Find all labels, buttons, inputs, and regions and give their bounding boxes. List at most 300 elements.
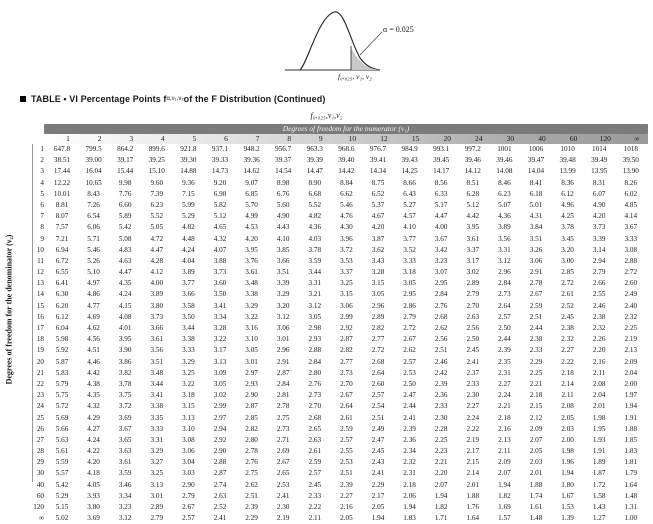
table-cell: 1.94 [561, 469, 574, 478]
table-cell: 984.9 [401, 145, 418, 153]
table-cell: 2.79 [466, 290, 480, 299]
table-cell: 1.57 [498, 514, 511, 523]
table-cell: 4.47 [434, 212, 448, 221]
table-cell: 3.03 [182, 469, 195, 478]
table-cell: 5.75 [55, 391, 69, 400]
table-cell: 948.2 [243, 145, 260, 153]
table-cell: 3.53 [340, 256, 353, 265]
table-cell: 4.00 [434, 223, 448, 232]
numerator-header-label: Degrees of freedom for the numerator (ν₁) [282, 124, 410, 133]
table-cell: 3.43 [371, 256, 385, 265]
table-cell: 2.56 [466, 324, 480, 332]
table-cell: 3.56 [498, 234, 511, 243]
table-cell: 39.37 [275, 156, 292, 165]
table-cell: 4.47 [118, 268, 132, 277]
table-cell: 2.03 [561, 424, 574, 433]
table-cell: 5.61 [55, 447, 69, 456]
table-cell: 39.48 [559, 156, 576, 165]
table-cell: 1.53 [561, 503, 574, 511]
table-cell: 14.54 [275, 167, 292, 176]
table-cell: 3.63 [118, 447, 132, 456]
table-cell: 4.35 [87, 391, 100, 400]
table-cell: 39.00 [85, 156, 102, 165]
table-cell: 5.52 [150, 212, 164, 221]
table-row [24, 390, 648, 401]
table-cell: 2.03 [529, 458, 543, 467]
table-cell: 6.94 [55, 245, 69, 254]
table-cell: 2.81 [276, 391, 290, 400]
nu1-header-30: 30 [506, 134, 515, 143]
table-cell: 2.63 [213, 491, 227, 500]
table-cell: 4.36 [308, 223, 322, 232]
table-cell: 3.29 [245, 301, 258, 310]
table-cell: 5.07 [498, 200, 511, 209]
table-cell: 899.6 [148, 145, 165, 153]
table-cell: 5.46 [340, 200, 353, 209]
table-cell: 6.20 [55, 301, 69, 310]
table-cell: 3.15 [182, 402, 195, 411]
table-cell: 3.78 [561, 223, 574, 232]
table-cell: 921.8 [180, 145, 197, 153]
table-cell: 3.78 [118, 379, 132, 388]
table-cell: 2.51 [434, 346, 448, 355]
nu2-row-label: 21 [36, 368, 44, 377]
table-cell: 16.04 [85, 167, 102, 176]
table-cell: 2.25 [529, 368, 543, 377]
nu2-row-label: 30 [36, 469, 44, 478]
nu1-header-10: 10 [348, 134, 357, 143]
table-cell: 2.92 [213, 435, 227, 444]
table-cell: 2.59 [308, 458, 322, 467]
table-cell: 3.28 [213, 324, 227, 332]
table-cell: 3.02 [466, 268, 480, 277]
table-cell: 3.85 [276, 245, 290, 254]
table-cell: 3.23 [434, 256, 448, 265]
table-cell: 2.09 [624, 357, 638, 366]
table-cell: 5.70 [245, 200, 258, 209]
table-cell: 3.77 [182, 279, 195, 288]
table-cell: 4.08 [118, 312, 132, 321]
table-cell: 1.80 [561, 480, 574, 489]
table-cell: 8.75 [371, 178, 385, 187]
table-cell: 2.65 [276, 469, 290, 478]
nu2-row-label: 17 [36, 324, 44, 332]
table-cell: 1.95 [592, 424, 606, 433]
table-cell: 3.51 [529, 234, 543, 243]
table-cell: 1.31 [624, 503, 638, 511]
table-cell: 2.75 [245, 469, 258, 478]
table-cell: 3.05 [308, 312, 322, 321]
table-cell: 3.72 [340, 245, 353, 254]
table-cell: 3.25 [340, 279, 353, 288]
table-cell: 2.24 [498, 391, 511, 400]
table-cell: 2.52 [213, 503, 227, 511]
table-cell: 2.16 [340, 503, 353, 511]
table-cell: 13.90 [622, 167, 639, 176]
table-cell: 6.30 [55, 290, 69, 299]
table-cell: 2.66 [592, 279, 606, 288]
table-cell: 3.06 [182, 447, 195, 456]
table-cell: 2.53 [403, 368, 416, 377]
table-cell: 2.64 [371, 368, 385, 377]
nu2-row-label: 20 [36, 357, 44, 366]
table-cell: 2.54 [371, 402, 385, 411]
table-cell: 5.59 [55, 458, 69, 467]
table-cell: 3.60 [213, 279, 227, 288]
table-cell: 2.13 [498, 435, 511, 444]
table-cell: 5.87 [55, 357, 69, 366]
table-cell: 1.83 [624, 447, 638, 456]
table-cell: 2.82 [340, 346, 353, 355]
table-cell: 976.7 [369, 145, 387, 153]
table-cell: 1.97 [624, 391, 638, 400]
table-cell: 4.90 [276, 212, 290, 221]
table-cell: 2.33 [434, 402, 448, 411]
table-cell: 39.17 [117, 156, 134, 165]
table-cell: 39.45 [433, 156, 450, 165]
table-cell: 4.10 [403, 223, 416, 232]
table-cell: 2.30 [276, 503, 290, 511]
nu2-row-label: 18 [36, 335, 44, 344]
table-cell: 3.06 [340, 301, 353, 310]
table-cell: 3.67 [118, 424, 132, 433]
table-cell: 2.70 [308, 402, 322, 411]
nu1-header-1: 1 [66, 134, 70, 143]
table-cell: 14.88 [180, 167, 197, 176]
table-cell: 3.28 [371, 268, 385, 277]
table-cell: 5.79 [55, 379, 69, 388]
table-cell: 2.78 [245, 447, 258, 456]
nu1-header-120: 120 [599, 134, 611, 143]
table-cell: 3.88 [213, 256, 227, 265]
table-cell: 2.32 [403, 458, 416, 467]
nu2-row-label: 26 [36, 424, 44, 433]
table-cell: 2.21 [434, 458, 448, 467]
table-cell: 6.33 [434, 189, 448, 198]
table-cell: 1.81 [624, 458, 638, 467]
table-cell: 2.11 [498, 447, 511, 456]
table-cell: 2.19 [624, 335, 638, 344]
table-cell: 4.22 [87, 447, 100, 456]
table-cell: 2.32 [624, 312, 638, 321]
table-cell: 8.31 [592, 178, 606, 187]
table-cell: 2.61 [340, 413, 353, 422]
table-cell: 4.82 [182, 223, 195, 232]
table-cell: 8.26 [624, 178, 638, 187]
table-cell: 2.31 [498, 368, 511, 377]
table-cell: 14.04 [527, 167, 545, 176]
table-cell: 1.39 [561, 514, 574, 523]
table-cell: 2.22 [561, 357, 574, 366]
table-cell: 2.24 [466, 413, 480, 422]
table-row [24, 178, 648, 189]
table-cell: 4.43 [276, 223, 290, 232]
table-cell: 1.71 [434, 514, 448, 523]
table-row [24, 435, 648, 446]
table-row [24, 502, 648, 513]
table-cell: 4.20 [87, 458, 100, 467]
table-cell: 3.06 [529, 256, 543, 265]
table-cell: 2.64 [498, 301, 511, 310]
table-cell: 3.86 [118, 357, 132, 366]
table-cell: 9.20 [213, 178, 227, 187]
table-cell: 2.71 [276, 435, 290, 444]
table-cell: 3.46 [118, 480, 132, 489]
table-cell: 6.62 [340, 189, 353, 198]
table-cell: 4.30 [340, 223, 353, 232]
table-cell: 5.83 [55, 368, 69, 377]
table-cell: 3.14 [592, 245, 606, 254]
table-cell: 2.57 [182, 514, 195, 523]
table-cell: 3.56 [150, 346, 164, 355]
table-cell: 3.51 [150, 357, 164, 366]
table-cell: 4.29 [87, 413, 100, 422]
table-cell: 937.1 [211, 145, 229, 153]
table-cell: 3.15 [340, 290, 353, 299]
table-cell: 3.08 [182, 435, 195, 444]
table-cell: 3.12 [308, 301, 322, 310]
table-row [24, 301, 648, 312]
table-cell: 2.84 [434, 290, 448, 299]
table-cell: 5.52 [308, 200, 322, 209]
table-cell: 5.57 [55, 469, 69, 478]
table-cell: 2.90 [245, 391, 258, 400]
table-cell: 2.11 [308, 514, 321, 523]
table-cell: 2.25 [624, 324, 638, 332]
table-cell: 4.46 [87, 357, 100, 366]
f-table [10, 124, 648, 523]
table-cell: 2.18 [403, 480, 416, 489]
table-cell: 2.67 [182, 503, 195, 511]
table-cell: 3.38 [245, 290, 258, 299]
table-cell: 2.80 [308, 368, 322, 377]
table-cell: 4.01 [118, 324, 132, 332]
table-row [24, 144, 648, 155]
table-cell: 4.56 [87, 335, 100, 344]
table-cell: 5.29 [182, 212, 195, 221]
table-cell: 5.27 [403, 200, 416, 209]
table-cell: 3.80 [87, 503, 100, 511]
table-cell: 2.69 [276, 447, 290, 456]
table-cell: 2.77 [371, 335, 385, 344]
table-cell: 2.88 [308, 346, 322, 355]
table-cell: 38.51 [53, 156, 71, 165]
table-cell: 2.57 [403, 357, 416, 366]
table-cell: 2.34 [403, 447, 416, 456]
table-cell: 2.46 [434, 357, 448, 366]
table-cell: 3.29 [276, 290, 290, 299]
table-cell: 2.57 [498, 312, 511, 321]
table-cell: 2.63 [308, 435, 322, 444]
table-row [24, 245, 648, 256]
table-cell: 2.45 [466, 346, 480, 355]
table-cell: 3.61 [150, 335, 164, 344]
table-cell: 3.17 [213, 346, 227, 355]
table-cell: 2.92 [340, 324, 353, 332]
table-cell: 2.38 [529, 335, 543, 344]
table-cell: 2.99 [340, 312, 353, 321]
table-cell: 1.94 [403, 503, 416, 511]
table-cell: 4.63 [118, 256, 132, 265]
table-cell: 2.91 [276, 357, 290, 366]
nu1-header-12: 12 [380, 134, 388, 143]
table-row [24, 155, 648, 166]
nu2-row-label: ∞ [38, 514, 44, 523]
table-cell: 2.57 [371, 391, 385, 400]
title-bullet-icon [20, 96, 26, 102]
table-cell: 4.24 [182, 245, 195, 254]
table-cell: 2.51 [245, 491, 258, 500]
table-cell: 5.10 [87, 268, 100, 277]
table-cell: 5.63 [55, 435, 69, 444]
table-cell: 2.96 [276, 346, 290, 355]
table-cell: 3.05 [245, 346, 258, 355]
density-curve-graphic [0, 0, 653, 90]
table-cell: 2.96 [371, 301, 385, 310]
table-cell: 1.61 [529, 503, 543, 511]
table-cell: 1.69 [498, 503, 511, 511]
table-cell: 3.22 [245, 312, 258, 321]
table-cell: 3.61 [466, 234, 480, 243]
table-cell: 2.56 [434, 335, 448, 344]
table-cell: 3.12 [276, 312, 290, 321]
table-cell: 1010 [560, 145, 575, 153]
table-row [24, 513, 648, 524]
table-cell: 2.93 [245, 379, 258, 388]
table-cell: 3.41 [213, 301, 227, 310]
table-cell: 2.73 [276, 424, 290, 433]
table-cell: 2.96 [498, 268, 511, 277]
table-cell: 1.98 [592, 413, 606, 422]
table-cell: 2.33 [308, 491, 322, 500]
table-cell: 3.12 [118, 514, 132, 523]
table-cell: 3.66 [150, 324, 164, 332]
table-cell: 5.12 [466, 200, 480, 209]
table-cell: 2.89 [371, 312, 385, 321]
table-cell: 2.33 [466, 379, 480, 388]
table-cell: 14.42 [338, 167, 355, 176]
table-cell: 1.91 [592, 447, 606, 456]
table-cell: 1.48 [529, 514, 543, 523]
table-cell: 2.08 [592, 379, 606, 388]
table-cell: 2.30 [466, 391, 480, 400]
table-cell: 2.94 [592, 256, 606, 265]
table-cell: 3.22 [182, 379, 195, 388]
table-cell: 2.50 [498, 324, 511, 332]
table-cell: 6.54 [87, 212, 100, 221]
table-row [24, 424, 648, 435]
table-cell: 2.67 [276, 458, 290, 467]
table-cell: 2.78 [276, 402, 290, 411]
table-cell: 2.41 [371, 469, 385, 478]
table-cell: 2.91 [529, 268, 543, 277]
table-cell: 3.16 [245, 324, 258, 332]
table-cell: 3.10 [182, 424, 195, 433]
table-cell: 6.72 [55, 256, 69, 265]
table-cell: 3.37 [340, 268, 353, 277]
table-cell: 8.43 [87, 189, 100, 198]
table-cell: 2.59 [340, 424, 353, 433]
nu1-header-60: 60 [569, 134, 578, 143]
table-cell: 10.01 [53, 189, 71, 198]
table-cell: 2.51 [371, 413, 385, 422]
table-cell: 2.85 [245, 413, 258, 422]
table-cell: 5.89 [118, 212, 132, 221]
table-cell: 1.43 [592, 503, 606, 511]
table-cell: 4.20 [245, 234, 258, 243]
table-cell: 39.46 [464, 156, 481, 165]
nu2-row-label: 4 [40, 178, 44, 187]
table-cell: 2.87 [213, 469, 227, 478]
table-cell: 14.34 [369, 167, 387, 176]
table-cell: 1.94 [371, 514, 385, 523]
table-cell: 1.94 [498, 480, 511, 489]
table-cell: 39.30 [180, 156, 197, 165]
table-cell: 2.73 [498, 290, 511, 299]
table-cell: 39.40 [338, 156, 355, 165]
table-cell: 4.82 [308, 212, 322, 221]
table-cell: 3.50 [182, 312, 195, 321]
table-cell: 4.07 [213, 245, 227, 254]
table-cell: 3.13 [182, 413, 195, 422]
table-cell: 2.41 [403, 413, 416, 422]
table-cell: 3.62 [371, 245, 385, 254]
table-cell: 2.11 [561, 391, 574, 400]
table-cell: 3.10 [245, 335, 258, 344]
table-row [24, 234, 648, 245]
table-cell: 2.62 [245, 480, 258, 489]
table-cell: 2.76 [245, 458, 258, 467]
table-cell: 3.51 [276, 268, 290, 277]
table-cell: 2.18 [529, 391, 543, 400]
table-cell: 2.73 [340, 368, 353, 377]
table-cell: 2.67 [340, 391, 353, 400]
table-cell: 864.2 [117, 145, 134, 153]
table-cell: 4.35 [118, 279, 132, 288]
table-cell: 2.25 [434, 435, 448, 444]
table-cell: 2.07 [434, 480, 448, 489]
table-cell: 6.52 [371, 189, 385, 198]
table-cell: 8.41 [529, 178, 543, 187]
table-cell: 2.09 [498, 458, 511, 467]
table-cell: 956.7 [275, 145, 292, 153]
nu2-row-label: 120 [33, 503, 44, 511]
table-cell: 1.91 [624, 413, 638, 422]
table-cell: 3.01 [245, 357, 258, 366]
table-cell: 2.35 [498, 357, 511, 366]
table-row [24, 357, 648, 368]
table-cell: 3.73 [592, 223, 606, 232]
table-cell: 2.84 [498, 279, 511, 288]
table-cell: 2.55 [592, 290, 606, 299]
table-cell: 3.77 [403, 234, 416, 243]
table-cell: 3.41 [150, 391, 164, 400]
table-cell: 3.05 [403, 279, 416, 288]
nu2-row-label: 29 [36, 458, 44, 467]
table-cell: 3.58 [182, 301, 195, 310]
table-cell: 4.15 [118, 301, 132, 310]
table-cell: 2.82 [245, 424, 258, 433]
table-cell: 3.29 [150, 447, 164, 456]
table-cell: 4.47 [150, 245, 164, 254]
table-cell: 2.89 [466, 279, 480, 288]
table-cell: 3.00 [561, 256, 574, 265]
table-cell: 1.67 [561, 491, 574, 500]
table-cell: 7.76 [118, 189, 132, 198]
table-cell: 3.12 [498, 256, 511, 265]
table-cell: 1.79 [624, 469, 638, 478]
table-cell: 2.07 [498, 469, 511, 478]
